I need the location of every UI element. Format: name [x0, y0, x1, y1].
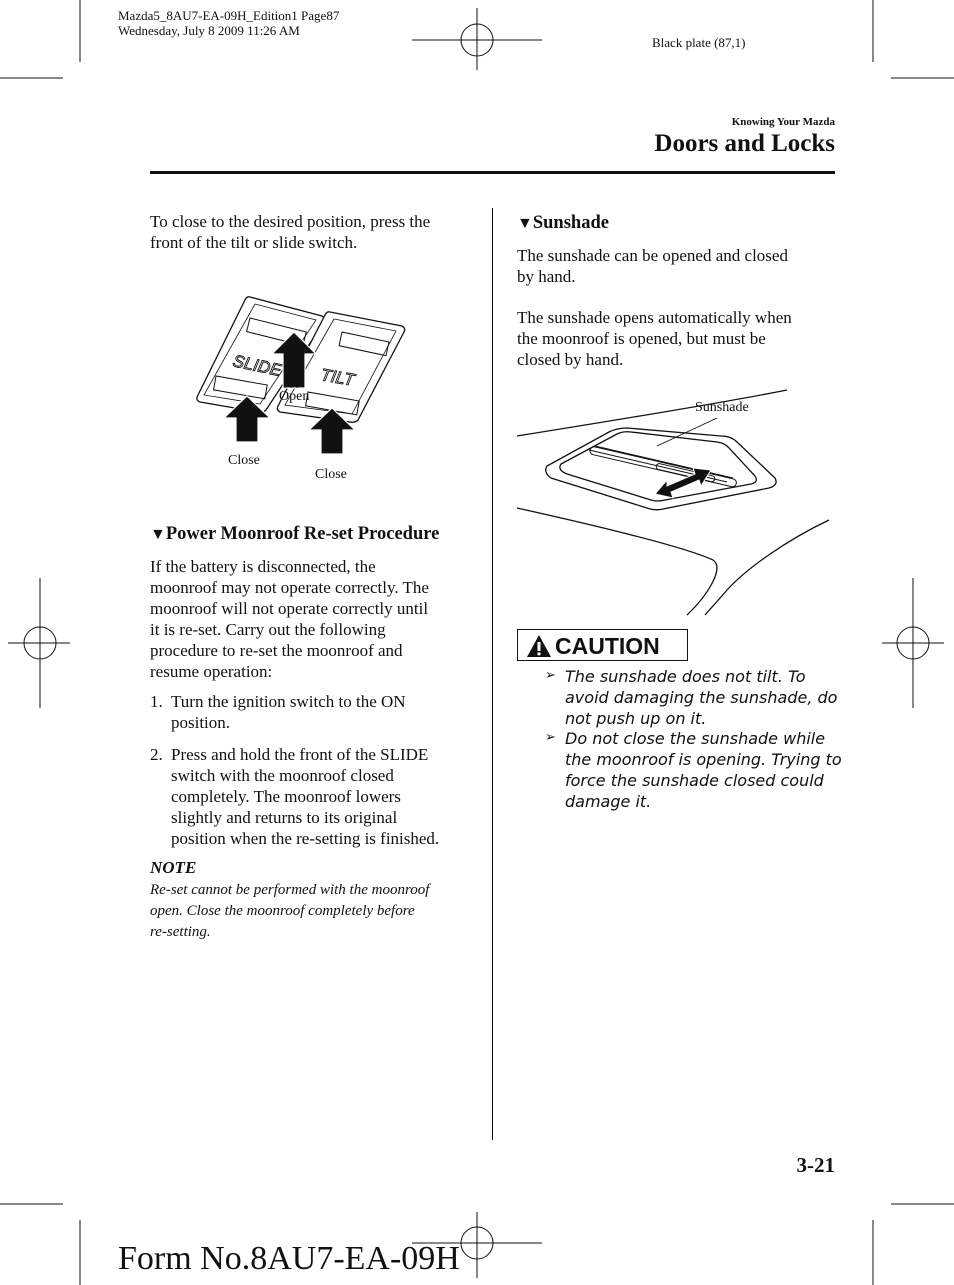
reset-heading-text: Power Moonroof Re-set Procedure [165, 524, 440, 544]
registration-mark-left [8, 578, 70, 708]
header-rule [150, 171, 835, 174]
heading-marker-icon: ▼ [517, 215, 533, 232]
close-label-left: Close [228, 453, 260, 468]
bullet-arrow-icon: ➢ [545, 730, 556, 745]
reset-intro-line: If the battery is disconnected, the [150, 557, 376, 576]
step-text [171, 691, 471, 733]
tilt-label: TILT [319, 365, 356, 390]
step-line: position when the re-setting is finished. [171, 829, 440, 848]
sunshade-heading-text: Sunshade [532, 213, 609, 233]
sunshade-paragraph-1 [517, 245, 837, 287]
sunshade-label: Sunshade [695, 400, 749, 415]
slide-label: SLIDE [231, 351, 284, 381]
note-text [150, 880, 480, 943]
caution-line: Do not close the sunshade while [565, 729, 826, 748]
step-number: 2. [150, 745, 163, 764]
bullet-arrow-icon: ➢ [545, 668, 556, 683]
step-line: slightly and returns to its original [171, 808, 398, 827]
column-divider [492, 208, 493, 1140]
para-line: by hand. [517, 267, 576, 286]
page-number: 3-21 [796, 1153, 835, 1177]
caution-line: damage it. [565, 792, 652, 811]
note-line: open. Close the moonroof completely before [150, 903, 415, 919]
caution-label: CAUTION [555, 633, 660, 659]
step-2 [150, 744, 480, 850]
note-line: Re-set cannot be performed with the moonroof [150, 882, 430, 898]
sunshade-diagram [517, 390, 837, 615]
section-label: Knowing Your Mazda [731, 116, 835, 128]
close-label-right: Close [315, 467, 347, 482]
para-line: closed by hand. [517, 350, 624, 369]
reset-intro-line: procedure to re-set the moonroof and [150, 641, 403, 660]
reset-intro-line: moonroof will not operate correctly until [150, 599, 429, 618]
intro-paragraph [150, 211, 480, 253]
sunshade-heading [517, 212, 609, 235]
reset-intro-line: it is re-set. Carry out the following [150, 620, 386, 639]
caution-text [565, 666, 845, 729]
caution-line: the moonroof is opening. Trying to [565, 750, 842, 769]
caution-line: not push up on it. [565, 709, 707, 728]
form-number: Form No.8AU7-EA-09H [118, 1240, 460, 1277]
caution-text [565, 728, 845, 812]
plate-label: Black plate (87,1) [652, 35, 746, 50]
step-line: Press and hold the front of the SLIDE [171, 745, 429, 764]
sunshade-paragraph-2 [517, 307, 837, 370]
step-number: 1. [150, 692, 163, 711]
print-job-line-2: Wednesday, July 8 2009 11:26 AM [118, 23, 300, 38]
registration-mark-right [882, 578, 944, 708]
para-line: The sunshade can be opened and closed [517, 246, 788, 265]
reset-heading [150, 523, 439, 546]
print-job-line-1: Mazda5_8AU7-EA-09H_Edition1 Page87 [118, 8, 340, 23]
warning-triangle-icon [526, 634, 552, 658]
moonroof-switch-diagram [190, 292, 420, 492]
step-1 [150, 691, 480, 735]
step-line: completely. The moonroof lowers [171, 787, 401, 806]
para-line: The sunshade opens automatically when [517, 308, 792, 327]
caution-line: force the sunshade closed could [565, 771, 824, 790]
step-line: Turn the ignition switch to the ON [171, 692, 406, 711]
intro-line: To close to the desired position, press the [150, 212, 431, 231]
caution-line: The sunshade does not tilt. To [565, 667, 806, 686]
intro-line: front of the tilt or slide switch. [150, 233, 358, 252]
step-line: switch with the moonroof closed [171, 766, 394, 785]
open-label: Open [279, 389, 310, 404]
para-line: the moonroof is opened, but must be [517, 329, 766, 348]
page-title: Doors and Locks [654, 130, 835, 157]
caution-banner [517, 629, 688, 661]
heading-marker-icon: ▼ [150, 526, 166, 543]
step-text [171, 744, 471, 849]
note-heading: NOTE [150, 858, 197, 877]
reset-intro-paragraph [150, 556, 480, 682]
caution-line: avoid damaging the sunshade, do [565, 688, 838, 707]
reset-intro-line: moonroof may not operate correctly. The [150, 578, 429, 597]
registration-mark-top [412, 8, 542, 70]
reset-intro-line: resume operation: [150, 662, 273, 681]
note-line: re-setting. [150, 924, 211, 940]
step-line: position. [171, 713, 231, 732]
